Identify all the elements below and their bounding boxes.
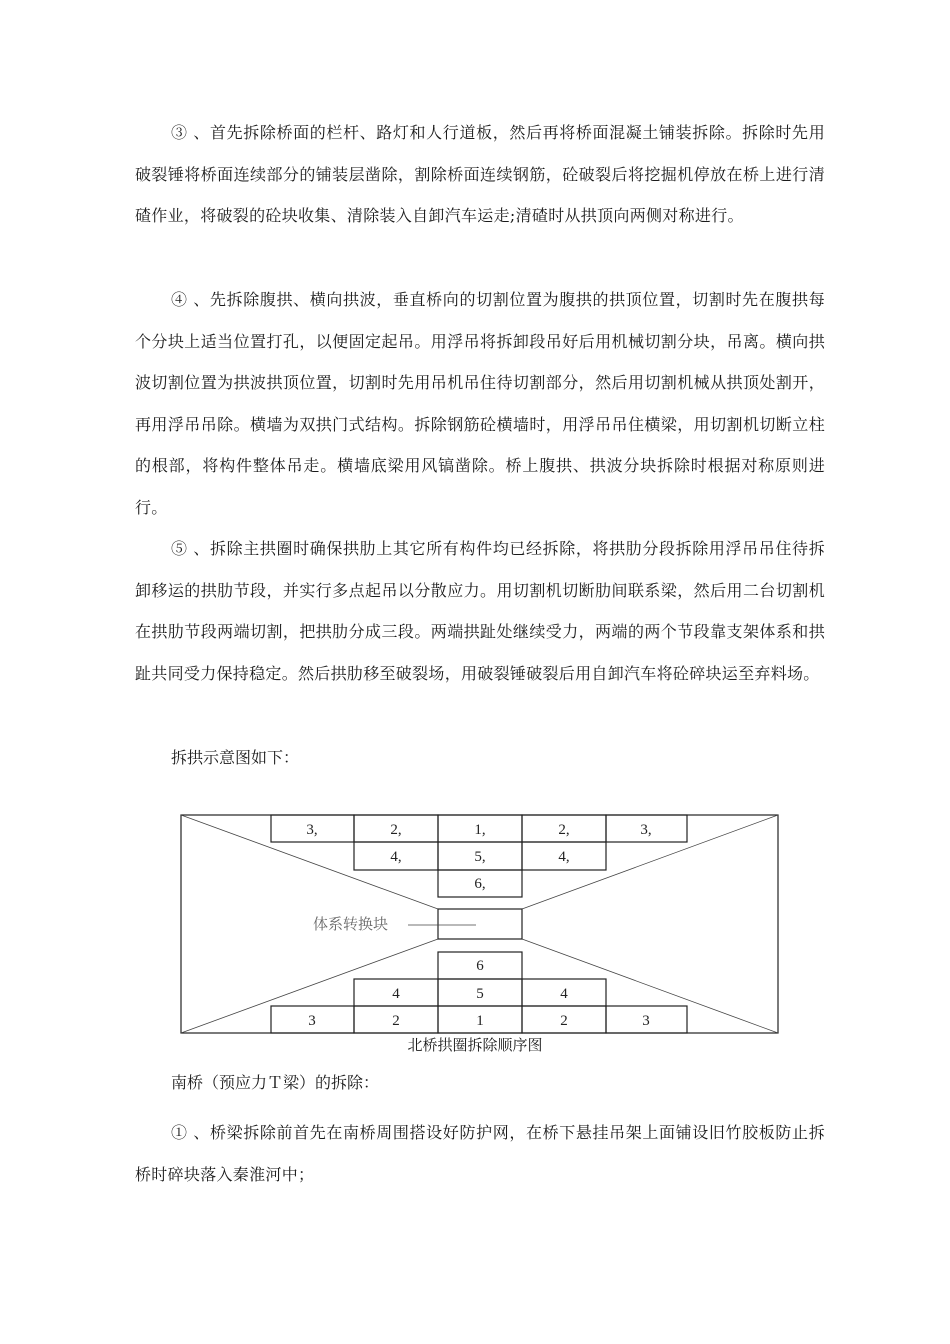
cell-b1-2: 1: [476, 1013, 484, 1029]
cell-t2-2: 4,: [558, 849, 570, 865]
cell-t1-0: 3,: [306, 822, 318, 838]
cell-t1-4: 3,: [640, 822, 652, 838]
bottom-row-3: [438, 952, 522, 979]
cell-t1-1: 2,: [390, 822, 402, 838]
cell-t2-0: 4,: [390, 849, 402, 865]
top-row-3: [438, 870, 522, 897]
cell-b2-2: 4: [560, 986, 568, 1002]
section-heading-south-bridge: 南桥（预应力Ｔ梁）的拆除：: [171, 1073, 380, 1092]
arch-demolition-diagram: [180, 813, 780, 1035]
cell-b2-0: 4: [392, 986, 400, 1002]
transition-block-label: 体系转换块: [313, 915, 389, 933]
cell-t1-3: 2,: [558, 822, 570, 838]
diagram-intro: 拆拱示意图如下：: [171, 748, 300, 767]
paragraph-step-4: ④ 、先拆除腹拱、横向拱波，垂直桥向的切割位置为腹拱的拱顶位置，切割时先在腹拱每个分块上适当位置打孔，以便固定起吊。用浮吊将拆卸段吊好后用机械切割分块，吊离。横向拱波切割位置为拱波拱顶位置，切割时先用吊机吊住待切割部分，然后用切割机械从拱顶处割开，再用浮吊吊除。横墙为双拱门式结构。拆除钢筋砼横墙时，用浮吊吊住横梁，用切割机切断立柱的根部，将构件整体吊走。横墙底梁用风镐凿除。桥上腹拱、拱波分块拆除时根据对称原则进行。: [135, 290, 825, 517]
cell-b1-0: 3: [308, 1013, 316, 1029]
cell-b1-1: 2: [392, 1013, 400, 1029]
cell-b3-0: 6: [476, 958, 484, 974]
transition-block: [438, 909, 522, 939]
cell-b2-1: 5: [476, 986, 484, 1002]
diagram-caption: 北桥拱圈拆除顺序图: [407, 1036, 543, 1054]
bottom-row-1: [271, 1006, 687, 1033]
top-row-1: [271, 815, 687, 842]
paragraph-step-5: ⑤ 、拆除主拱圈时确保拱肋上其它所有构件均已经拆除，将拱肋分段拆除用浮吊吊住待拆卸移运的拱肋节段，并实行多点起吊以分散应力。用切割机切断肋间联系梁，然后用二台切割机在拱肋节段两端切割，把拱肋分成三段。两端拱趾处继续受力，两端的两个节段靠支架体系和拱趾共同受力保持稳定。然后拱肋移至破裂场，用破裂锤破裂后用自卸汽车将砼碎块运至弃料场。: [135, 539, 825, 683]
cell-t1-2: 1,: [474, 822, 486, 838]
paragraph-step-3: ③ 、首先拆除桥面的栏杆、路灯和人行道板，然后再将桥面混凝土铺装拆除。拆除时先用破裂锤将桥面连续部分的铺装层凿除，割除桥面连续钢筋，砼破裂后将挖掘机停放在桥上进行清碴作业，将破裂的砼块收集、清除装入自卸汽车运走;清碴时从拱顶向两侧对称进行。: [135, 123, 825, 225]
top-row-2: [354, 842, 606, 870]
cell-t3-0: 6,: [474, 876, 486, 892]
cell-b1-4: 3: [642, 1013, 650, 1029]
cell-t2-1: 5,: [474, 849, 486, 865]
paragraph-south-step-1: ① 、桥梁拆除前首先在南桥周围搭设好防护网，在桥下悬挂吊架上面铺设旧竹胶板防止拆桥时碎块落入秦淮河中；: [135, 1123, 825, 1184]
cell-b1-3: 2: [560, 1013, 568, 1029]
bottom-row-2: [354, 979, 606, 1006]
